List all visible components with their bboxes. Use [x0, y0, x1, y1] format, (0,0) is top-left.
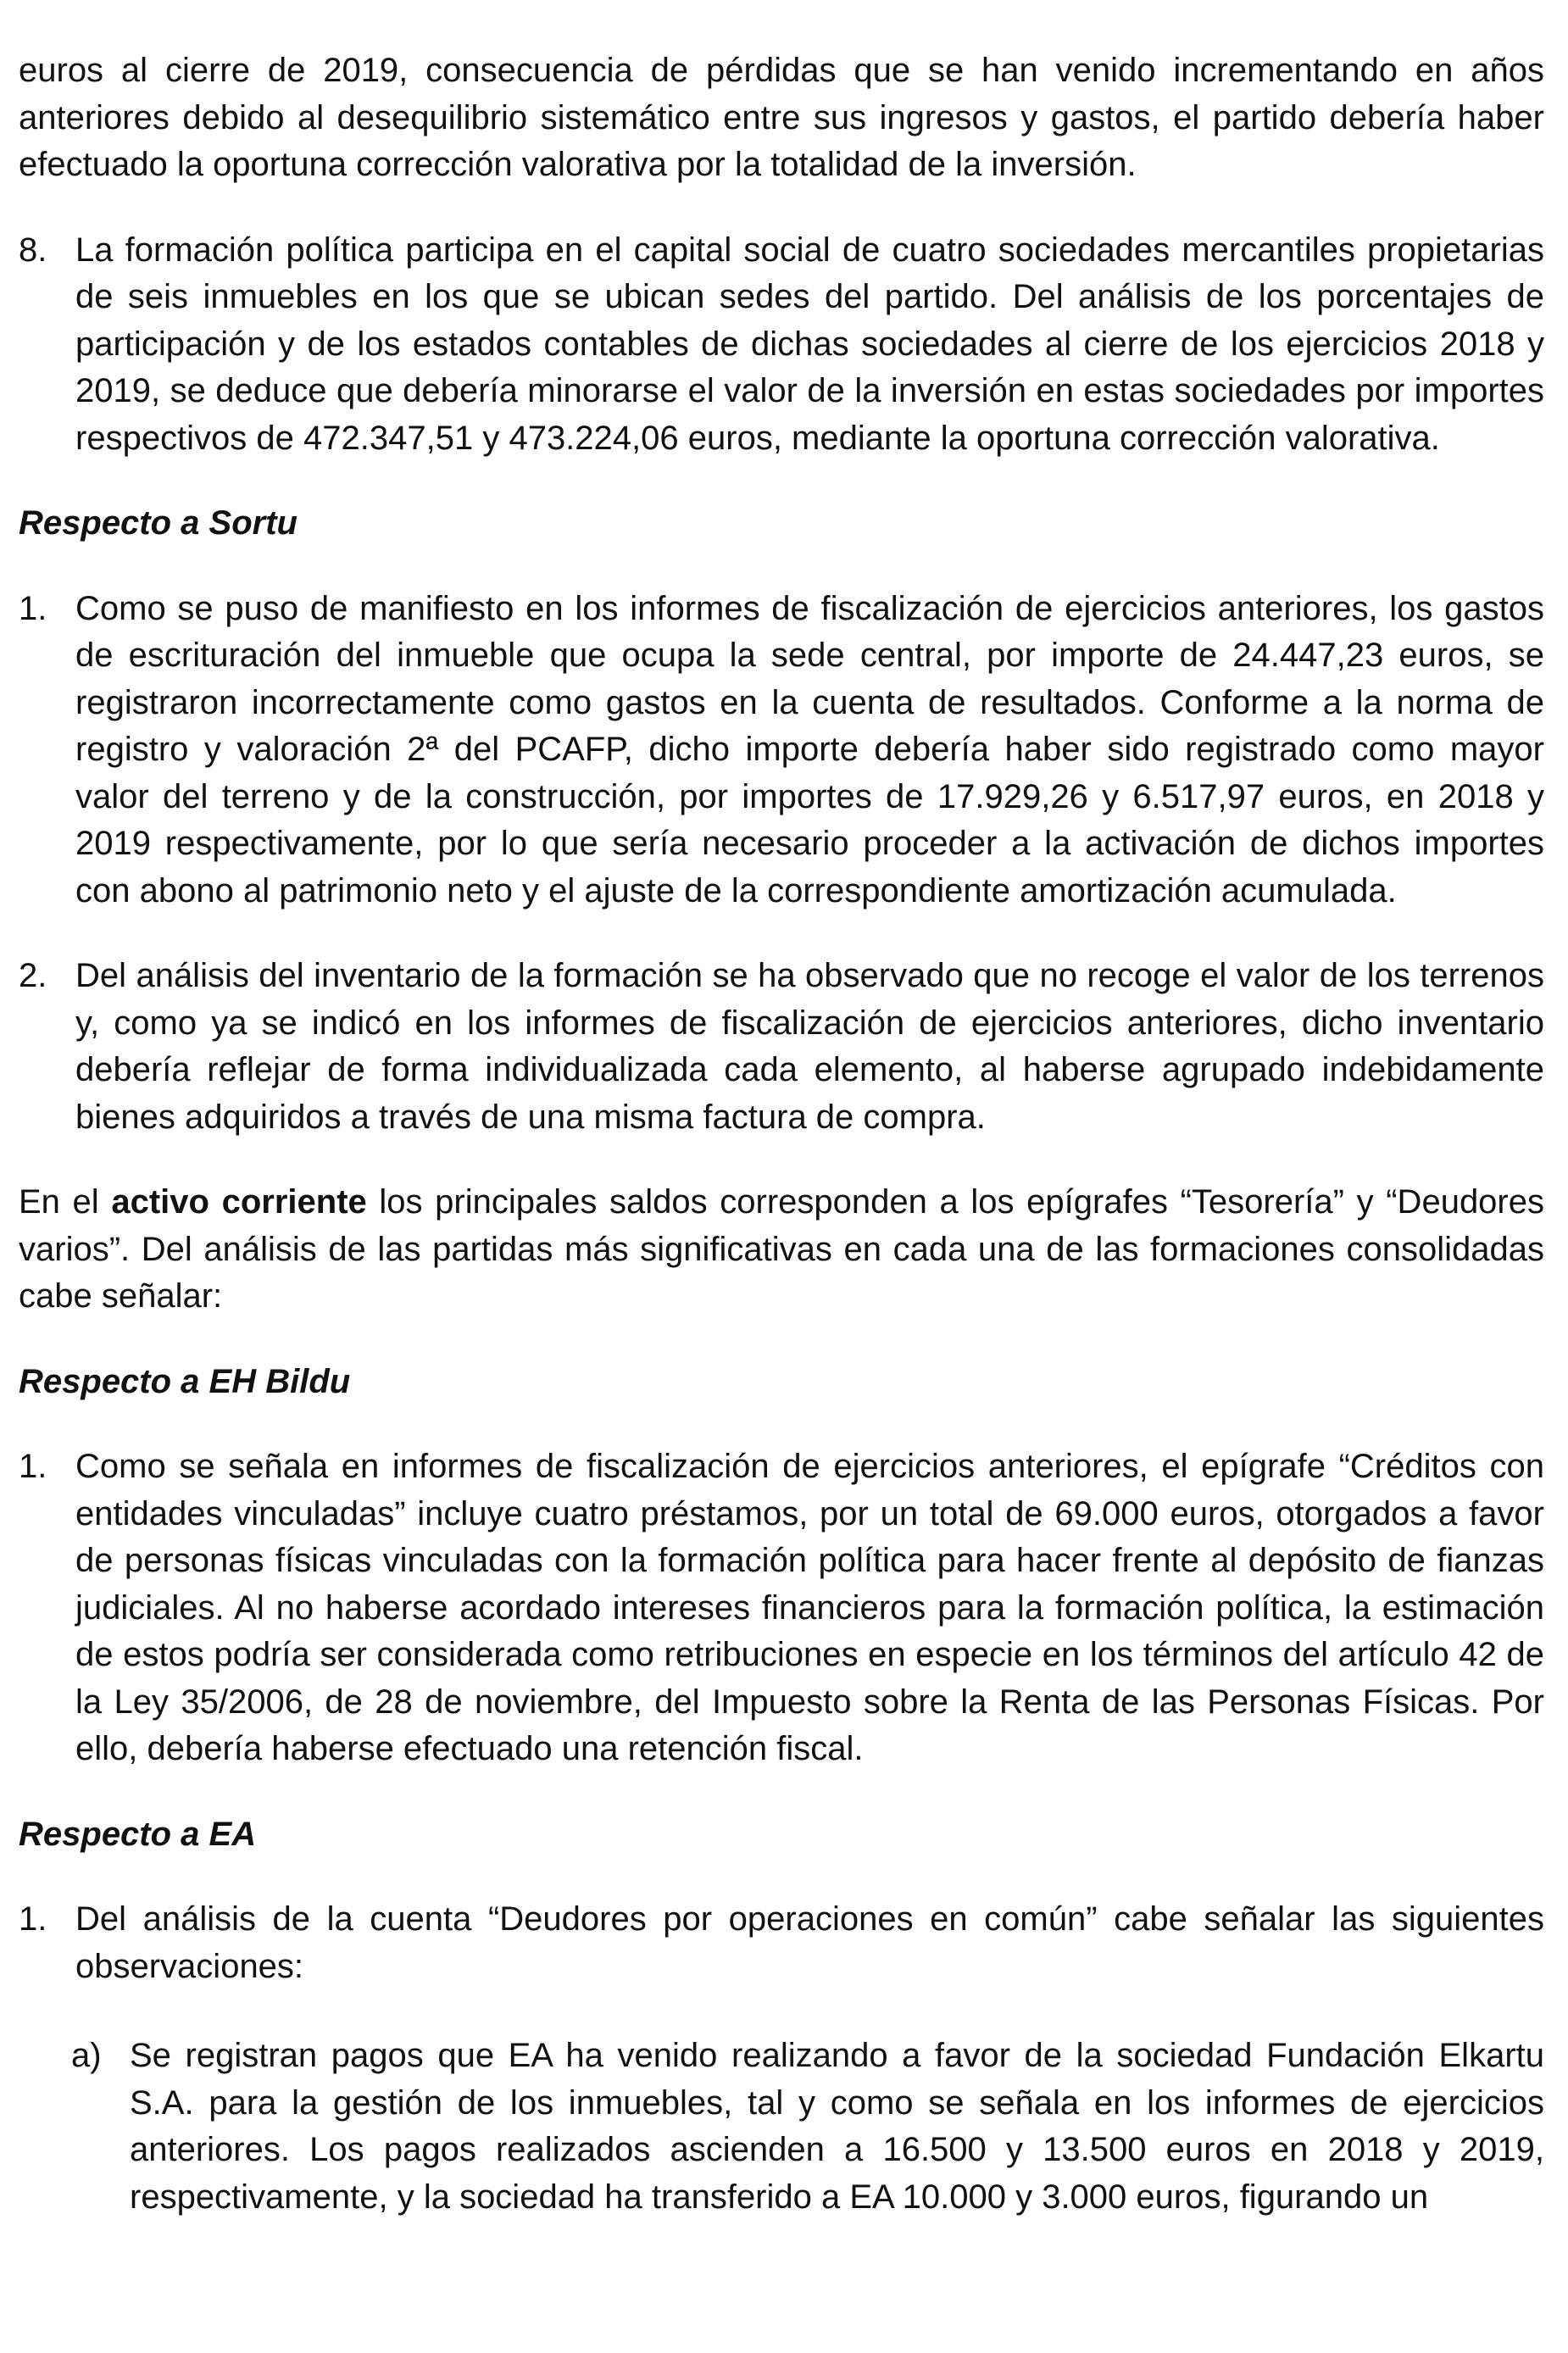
sortu-item-1 — [19, 586, 1544, 915]
document-page — [19, 47, 1544, 2221]
activo-bold-term: activo corriente — [111, 1183, 367, 1221]
list-item-number: 2. — [19, 957, 47, 994]
activo-prefix: En el — [19, 1183, 112, 1221]
section-heading-ehbildu: Respecto a EH Bildu — [19, 1362, 351, 1400]
list-item-number: 1. — [19, 589, 47, 627]
list-item-text: Del análisis de la cuenta “Deudores por operaciones en común” cabe señalar las siguientes observaciones: — [75, 1900, 1544, 1985]
section-heading-sortu: Respecto a Sortu — [19, 504, 297, 542]
sublist-item-text: Se registran pagos que EA ha venido realizando a favor de la sociedad Fundación Elkartu S.A. para la gestión de los inmuebles, tal y como se señala en los informes de ejercicios anteriores. Los pagos realizados ascienden a 16.500 y 13.500 euros en 2018 y 2019, respectivamente, y la sociedad ha transferido a EA 10.000 y 3.000 euros, figurando un — [130, 2037, 1544, 2216]
list-item-text: Como se señala en informes de fiscalización de ejercicios anteriores, el epígrafe “Créditos con entidades vinculadas” incluye cuatro préstamos, por un total de 69.000 euros, otorgados a favor de personas físicas vinculadas con la formación política para hacer frente al depósito de fianzas judiciales. Al no haberse acordado intereses financieros para la formación política, la estimación de estos podría ser considerada como retribuciones en especie en los términos del artículo 42 de la Ley 35/2006, de 28 de noviembre, del Impuesto sobre la Renta de las Personas Físicas. Por ello, debería haberse efectuado una retención fiscal. — [75, 1448, 1544, 1767]
list-item-number: 1. — [19, 1900, 47, 1938]
activo-suffix: los principales saldos corresponden a los epígrafes “Tesorería” y “Deudores varios”. Del análisis de las partidas más significativas en cada una de las formaciones consolidadas cabe señalar: — [19, 1183, 1544, 1315]
list-item-number: 1. — [19, 1448, 47, 1485]
sortu-item-2 — [19, 953, 1544, 1141]
list-item-text: La formación política participa en el capital social de cuatro sociedades mercantiles propietarias de seis inmuebles en los que se ubican sedes del partido. Del análisis de los porcentajes de participación y de los estados contables de dichas sociedades al cierre de los ejercicios 2018 y 2019, se deduce que debería minorarse el valor de la inversión en estas sociedades por importes respectivos de 472.347,51 y 473.224,06 euros, mediante la oportuna corrección valorativa. — [75, 231, 1544, 457]
ea-item-1 — [19, 1896, 1544, 1990]
list-item-8 — [19, 227, 1544, 463]
list-item-text: Del análisis del inventario de la formación se ha observado que no recoge el valor de los terrenos y, como ya se indicó en los informes de fiscalización de ejercicios anteriores, dicho inventario debería reflejar de forma individualizada cada elemento, al haberse agrupado indebidamente bienes adquiridos a través de una misma factura de compra. — [75, 957, 1544, 1136]
ehbildu-item-1 — [19, 1444, 1544, 1773]
section-heading-ea: Respecto a EA — [19, 1815, 257, 1853]
ea-subitem-a — [19, 2033, 1544, 2221]
activo-corriente-paragraph — [19, 1179, 1544, 1321]
intro-paragraph: euros al cierre de 2019, consecuencia de pérdidas que se han venido incrementando en años anteriores debido al desequilibrio sistemático entre sus ingresos y gastos, el partido debería haber efectuado la oportuna corrección valorativa por la totalidad de la inversión. — [19, 52, 1544, 183]
list-item-number: 8. — [19, 231, 47, 269]
list-item-text: Como se puso de manifiesto en los informes de fiscalización de ejercicios anteriores, los gastos de escrituración del inmueble que ocupa la sede central, por importe de 24.447,23 euros, se registraron incorrectamente como gastos en la cuenta de resultados. Conforme a la norma de registro y valoración 2ª del PCAFP, dicho importe debería haber sido registrado como mayor valor del terreno y de la construcción, por importes de 17.929,26 y 6.517,97 euros, en 2018 y 2019 respectivamente, por lo que sería necesario proceder a la activación de dichos importes con abono al patrimonio neto y el ajuste de la correspondiente amortización acumulada. — [75, 589, 1544, 909]
sublist-item-letter: a) — [71, 2037, 102, 2074]
